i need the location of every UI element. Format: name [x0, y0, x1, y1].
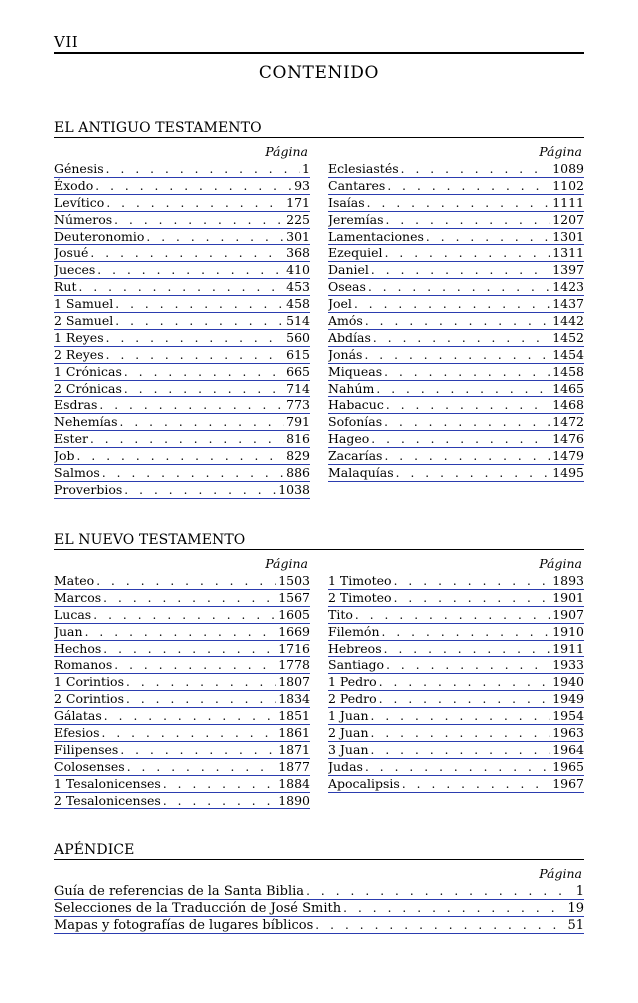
dot-leader — [115, 313, 284, 330]
toc-entry-title: Jeremías — [328, 211, 384, 227]
toc-entry[interactable] — [54, 229, 310, 246]
toc-entry[interactable] — [54, 414, 310, 431]
toc-entry-page: 458 — [286, 296, 310, 312]
toc-entry[interactable] — [328, 725, 584, 742]
toc-entry[interactable] — [328, 674, 584, 691]
toc-entry-page: 615 — [286, 346, 310, 362]
toc-entry[interactable] — [54, 465, 310, 482]
toc-entry-page: 453 — [286, 279, 310, 295]
toc-entry-page: 1861 — [278, 725, 310, 741]
toc-entry-title: Romanos — [54, 657, 113, 673]
toc-entry-page: 1890 — [278, 792, 310, 808]
toc-entry[interactable] — [54, 776, 310, 793]
dot-leader — [376, 381, 550, 398]
dot-leader — [120, 414, 285, 431]
toc-entry[interactable] — [54, 759, 310, 776]
toc-entry-page: 1669 — [278, 623, 310, 639]
old-testament-right-column — [328, 143, 584, 499]
toc-entry-title: Tito — [328, 606, 353, 622]
dot-leader — [343, 900, 565, 917]
toc-entry[interactable] — [54, 691, 310, 708]
toc-entry-title: Levítico — [54, 194, 105, 210]
toc-entry[interactable] — [328, 465, 584, 482]
toc-entry[interactable] — [328, 624, 584, 641]
toc-entry[interactable] — [328, 590, 584, 607]
dot-leader — [114, 657, 276, 674]
toc-entry-title: Santiago — [328, 657, 385, 673]
dot-leader — [90, 245, 284, 262]
toc-entry-page: 1089 — [552, 161, 584, 176]
toc-entry[interactable] — [328, 431, 584, 448]
toc-entry[interactable] — [328, 279, 584, 296]
dot-leader — [371, 708, 551, 725]
toc-entry-title: Nehemías — [54, 414, 118, 430]
toc-entry[interactable] — [54, 381, 310, 398]
toc-entry-title: Proverbios — [54, 481, 123, 497]
dot-leader — [124, 364, 284, 381]
page-title: CONTENIDO — [258, 63, 380, 83]
toc-entry-page: 1963 — [552, 725, 584, 741]
toc-entry-page: 1423 — [552, 279, 584, 295]
toc-entry[interactable] — [328, 347, 584, 364]
toc-entry-title: Ester — [54, 431, 88, 447]
toc-entry-title: Eclesiastés — [328, 161, 399, 176]
dot-leader — [106, 330, 285, 347]
toc-entry-page: 1954 — [552, 708, 584, 724]
toc-entry-title: Jueces — [54, 262, 96, 278]
toc-entry-title: Judas — [328, 758, 363, 774]
toc-entry-page: 1102 — [552, 177, 584, 193]
dot-leader — [367, 195, 551, 212]
toc-entry-title: Zacarías — [328, 448, 383, 464]
toc-entry-page: 171 — [286, 194, 310, 210]
toc-entry-title: Miqueas — [328, 363, 383, 379]
toc-entry-title: Hageo — [328, 431, 370, 447]
dot-leader — [97, 262, 284, 279]
toc-entry-page: 1111 — [552, 194, 584, 210]
new-testament-section — [54, 532, 584, 809]
dot-leader — [354, 296, 550, 313]
dot-leader — [146, 229, 284, 246]
dot-leader — [386, 657, 550, 674]
toc-entry-title: 1 Reyes — [54, 329, 104, 345]
toc-entry[interactable] — [328, 657, 584, 674]
toc-entry-title: 1 Timoteo — [328, 573, 392, 588]
toc-entry-page: 1479 — [552, 448, 584, 464]
toc-entry[interactable] — [54, 161, 310, 178]
toc-entry[interactable] — [54, 624, 310, 641]
dot-leader — [384, 448, 550, 465]
toc-entry[interactable] — [54, 607, 310, 624]
toc-entry-title: Abdías — [328, 329, 371, 345]
toc-entry[interactable] — [328, 195, 584, 212]
toc-entry-title: 2 Crónicas — [54, 380, 122, 396]
toc-entry-page: 1933 — [552, 657, 584, 673]
dot-leader — [106, 195, 284, 212]
toc-entry-title: Jonás — [328, 346, 363, 362]
toc-entry[interactable] — [54, 883, 584, 900]
toc-entry-title: 2 Samuel — [54, 313, 114, 329]
toc-entry[interactable] — [328, 161, 584, 178]
dot-leader — [77, 448, 285, 465]
toc-entry[interactable] — [54, 573, 310, 590]
toc-entry[interactable] — [328, 573, 584, 590]
toc-entry-page: 1038 — [278, 481, 310, 497]
section-title-appendix: APÉNDICE — [54, 842, 135, 858]
toc-entry-page: 1442 — [552, 313, 584, 329]
toc-entry-page: 1503 — [278, 573, 310, 588]
old-testament-section — [54, 120, 584, 499]
toc-entry-page: 514 — [286, 313, 310, 329]
dot-leader — [163, 793, 276, 810]
toc-entry-title: Filipenses — [54, 741, 119, 757]
toc-entry-page: 1311 — [552, 245, 584, 261]
dot-leader — [365, 313, 550, 330]
toc-entry-page: 19 — [567, 900, 584, 916]
dot-leader — [426, 229, 550, 246]
dot-leader — [102, 465, 284, 482]
toc-entry[interactable] — [328, 414, 584, 431]
toc-entry-page: 1476 — [552, 431, 584, 447]
toc-entry-title: Lucas — [54, 606, 92, 622]
toc-entry-title: 1 Crónicas — [54, 363, 122, 379]
dot-leader — [379, 691, 551, 708]
appendix-section — [54, 842, 584, 934]
toc-entry-page: 665 — [286, 363, 310, 379]
toc-entry[interactable] — [328, 448, 584, 465]
toc-entry-title: Lamentaciones — [328, 228, 424, 244]
toc-entry[interactable] — [328, 759, 584, 776]
toc-entry[interactable] — [54, 296, 310, 313]
dot-leader — [126, 691, 276, 708]
toc-entry[interactable] — [54, 195, 310, 212]
appendix-column — [54, 865, 584, 934]
toc-entry-title: Apocalipsis — [328, 775, 400, 791]
toc-entry-title: Habacuc — [328, 397, 384, 413]
toc-entry[interactable] — [328, 641, 584, 658]
dot-leader — [115, 296, 284, 313]
section-rule — [54, 549, 584, 550]
toc-entry[interactable] — [54, 212, 310, 229]
toc-entry-page: 714 — [286, 380, 310, 396]
toc-entry-page: 1851 — [278, 708, 310, 724]
toc-entry[interactable] — [328, 296, 584, 313]
pagina-label: Página — [539, 866, 582, 881]
toc-entry-title: 1 Pedro — [328, 674, 377, 690]
toc-entry-page: 51 — [567, 917, 584, 933]
toc-entry-title: 2 Juan — [328, 725, 369, 741]
toc-entry-title: Oseas — [328, 279, 366, 295]
dot-leader — [315, 917, 565, 934]
toc-entry-title: 2 Reyes — [54, 346, 104, 362]
toc-entry-title: Efesios — [54, 725, 100, 741]
toc-entry[interactable] — [54, 330, 310, 347]
toc-entry[interactable] — [328, 245, 584, 262]
toc-entry[interactable] — [54, 178, 310, 195]
dot-leader — [396, 465, 551, 482]
toc-entry-page: 1472 — [552, 414, 584, 430]
toc-entry-page: 410 — [286, 262, 310, 278]
toc-entry-page: 1967 — [552, 775, 584, 791]
dot-leader — [373, 330, 550, 347]
toc-entry[interactable] — [54, 900, 584, 917]
toc-entry[interactable] — [54, 708, 310, 725]
toc-entry-page: 1207 — [552, 211, 584, 227]
toc-entry-title: Amós — [328, 313, 363, 329]
toc-entry-title: Marcos — [54, 589, 102, 605]
toc-entry-title: Job — [54, 448, 75, 464]
toc-entry-page: 93 — [294, 177, 310, 193]
toc-entry-page: 301 — [286, 228, 310, 244]
toc-entry[interactable] — [54, 431, 310, 448]
toc-entry-page: 1458 — [552, 363, 584, 379]
toc-entry-title: Esdras — [54, 397, 98, 413]
dot-leader — [163, 776, 276, 793]
dot-leader — [106, 347, 285, 364]
dot-leader — [368, 279, 550, 296]
new-testament-right-column — [328, 555, 584, 809]
toc-entry-title: Salmos — [54, 465, 100, 481]
toc-entry-title: Daniel — [328, 262, 369, 278]
toc-entry-page: 1834 — [278, 691, 310, 707]
page-number: VII — [54, 33, 79, 51]
dot-leader — [96, 573, 276, 590]
toc-entry[interactable] — [328, 397, 584, 414]
toc-entry[interactable] — [328, 607, 584, 624]
toc-entry[interactable] — [54, 590, 310, 607]
toc-entry[interactable] — [328, 381, 584, 398]
toc-entry[interactable] — [328, 691, 584, 708]
new-testament-left-column — [54, 555, 310, 809]
pagina-label: Página — [265, 144, 308, 159]
dot-leader — [120, 742, 276, 759]
toc-entry[interactable] — [328, 364, 584, 381]
toc-entry-page: 368 — [286, 245, 310, 261]
toc-entry-page: 1901 — [552, 589, 584, 605]
toc-entry[interactable] — [54, 448, 310, 465]
dot-leader — [386, 212, 551, 229]
toc-entry-page: 1940 — [552, 674, 584, 690]
toc-entry-title: Rut — [54, 279, 77, 295]
toc-entry-page: 1301 — [552, 228, 584, 244]
section-rule — [54, 137, 584, 138]
dot-leader — [355, 607, 550, 624]
dot-leader — [384, 414, 550, 431]
dot-leader — [379, 674, 551, 691]
dot-leader — [93, 607, 276, 624]
toc-entry[interactable] — [328, 742, 584, 759]
toc-entry-title: Sofonías — [328, 414, 383, 430]
toc-entry-page: 829 — [286, 448, 310, 464]
toc-entry-title: Isaías — [328, 194, 365, 210]
toc-entry-page: 1468 — [552, 397, 584, 413]
toc-entry-page: 1437 — [552, 296, 584, 312]
toc-entry[interactable] — [328, 330, 584, 347]
toc-entry[interactable] — [54, 245, 310, 262]
toc-entry-page: 1716 — [278, 640, 310, 656]
toc-entry-title: Hechos — [54, 640, 102, 656]
dot-leader — [394, 590, 551, 607]
toc-entry-page: 225 — [286, 211, 310, 227]
toc-entry-page: 1907 — [552, 606, 584, 622]
toc-entry-page: 1877 — [278, 758, 310, 774]
toc-entry-title: Filemón — [328, 623, 380, 639]
pagina-label: Página — [539, 556, 582, 571]
toc-entry-title: Mapas y fotografías de lugares bíblicos — [54, 917, 314, 933]
toc-entry-title: 2 Corintios — [54, 691, 125, 707]
dot-leader — [371, 742, 551, 759]
dot-leader — [386, 397, 550, 414]
toc-entry[interactable] — [328, 262, 584, 279]
toc-entry-title: Hebreos — [328, 640, 382, 656]
toc-entry[interactable] — [328, 229, 584, 246]
dot-leader — [104, 708, 276, 725]
toc-entry[interactable] — [54, 657, 310, 674]
toc-entry-title: 1 Corintios — [54, 674, 125, 690]
toc-entry-page: 560 — [286, 329, 310, 345]
toc-entry[interactable] — [54, 793, 310, 810]
dot-leader — [79, 279, 285, 296]
dot-leader — [371, 725, 551, 742]
dot-leader — [106, 161, 300, 178]
toc-entry-page: 1495 — [552, 465, 584, 481]
toc-entry-page: 1 — [302, 161, 310, 176]
dot-leader — [384, 364, 550, 381]
toc-entry[interactable] — [54, 917, 584, 934]
dot-leader — [382, 624, 551, 641]
toc-entry[interactable] — [54, 482, 310, 499]
toc-entry-title: 1 Juan — [328, 708, 369, 724]
dot-leader — [99, 397, 284, 414]
toc-entry[interactable] — [54, 742, 310, 759]
toc-entry[interactable] — [54, 279, 310, 296]
toc-entry-title: 2 Pedro — [328, 691, 377, 707]
toc-entry-title: Josué — [54, 245, 89, 261]
toc-entry-page: 1465 — [552, 380, 584, 396]
dot-leader — [103, 641, 276, 658]
toc-entry-page: 1397 — [552, 262, 584, 278]
toc-entry-page: 1454 — [552, 346, 584, 362]
pagina-label: Página — [539, 144, 582, 159]
dot-leader — [385, 245, 551, 262]
dot-leader — [401, 161, 551, 178]
dot-leader — [365, 759, 550, 776]
dot-leader — [127, 759, 276, 776]
toc-entry-title: Selecciones de la Traducción de José Smith — [54, 900, 342, 916]
toc-entry-title: Gálatas — [54, 708, 102, 724]
toc-entry-page: 1778 — [278, 657, 310, 673]
dot-leader — [124, 482, 276, 499]
toc-entry-title: 1 Tesalonicenses — [54, 775, 161, 791]
toc-entry-title: 2 Timoteo — [328, 589, 392, 605]
toc-entry-page: 773 — [286, 397, 310, 413]
toc-entry[interactable] — [54, 347, 310, 364]
dot-leader — [95, 178, 292, 195]
section-rule — [54, 859, 584, 860]
toc-entry-page: 1965 — [552, 758, 584, 774]
dot-leader — [102, 725, 277, 742]
toc-entry-page: 1871 — [278, 741, 310, 757]
section-title-old-testament: EL ANTIGUO TESTAMENTO — [54, 120, 262, 136]
dot-leader — [103, 590, 276, 607]
toc-entry-title: Mateo — [54, 573, 95, 588]
toc-entry-title: Deuteronomio — [54, 228, 145, 244]
toc-entry-page: 1452 — [552, 329, 584, 345]
toc-entry-page: 1884 — [278, 775, 310, 791]
toc-entry-page: 1964 — [552, 741, 584, 757]
dot-leader — [394, 573, 551, 590]
toc-entry-page: 816 — [286, 431, 310, 447]
dot-leader — [124, 381, 284, 398]
toc-entry-page: 886 — [286, 465, 310, 481]
toc-entry-title: Números — [54, 211, 113, 227]
toc-entry-page: 1605 — [278, 606, 310, 622]
toc-entry-title: Juan — [54, 623, 83, 639]
dot-leader — [371, 262, 550, 279]
toc-entry[interactable] — [328, 212, 584, 229]
toc-entry-page: 1949 — [552, 691, 584, 707]
toc-entry[interactable] — [54, 397, 310, 414]
toc-entry-page: 1911 — [552, 640, 584, 656]
toc-entry-page: 1807 — [278, 674, 310, 690]
toc-entry-title: Guía de referencias de la Santa Biblia — [54, 884, 305, 899]
pagina-label: Página — [265, 556, 308, 571]
toc-entry[interactable] — [54, 364, 310, 381]
toc-entry-page: 791 — [286, 414, 310, 430]
toc-entry[interactable] — [54, 725, 310, 742]
toc-entry-title: Éxodo — [54, 177, 94, 193]
toc-entry-title: Ezequiel — [328, 245, 383, 261]
toc-entry-title: Cantares — [328, 177, 386, 193]
toc-entry-page: 1910 — [552, 623, 584, 639]
dot-leader — [85, 624, 277, 641]
toc-entry[interactable] — [54, 641, 310, 658]
toc-entry-page: 1 — [575, 884, 584, 899]
toc-entry-title: 1 Samuel — [54, 296, 114, 312]
toc-entry-title: 3 Juan — [328, 741, 369, 757]
dot-leader — [90, 431, 284, 448]
dot-leader — [402, 776, 550, 793]
toc-entry[interactable] — [328, 776, 584, 793]
section-title-new-testament: EL NUEVO TESTAMENTO — [54, 532, 246, 548]
toc-entry[interactable] — [328, 313, 584, 330]
toc-entry-title: Joel — [328, 296, 352, 312]
toc-entry-page: 1893 — [552, 573, 584, 588]
dot-leader — [371, 431, 550, 448]
toc-entry[interactable] — [328, 178, 584, 195]
top-rule — [54, 52, 584, 54]
dot-leader — [364, 347, 550, 364]
dot-leader — [306, 883, 574, 900]
toc-entry-title: Nahúm — [328, 380, 375, 396]
toc-entry-page: 1567 — [278, 589, 310, 605]
toc-entry[interactable] — [54, 262, 310, 279]
toc-entry[interactable] — [328, 708, 584, 725]
old-testament-left-column — [54, 143, 310, 499]
toc-entry[interactable] — [54, 674, 310, 691]
dot-leader — [114, 212, 284, 229]
toc-entry-title: 2 Tesalonicenses — [54, 792, 161, 808]
toc-entry-title: Génesis — [54, 161, 104, 176]
dot-leader — [384, 641, 551, 658]
dot-leader — [126, 674, 276, 691]
toc-entry[interactable] — [54, 313, 310, 330]
dot-leader — [387, 178, 550, 195]
toc-entry-title: Malaquías — [328, 465, 394, 481]
toc-entry-title: Colosenses — [54, 758, 125, 774]
